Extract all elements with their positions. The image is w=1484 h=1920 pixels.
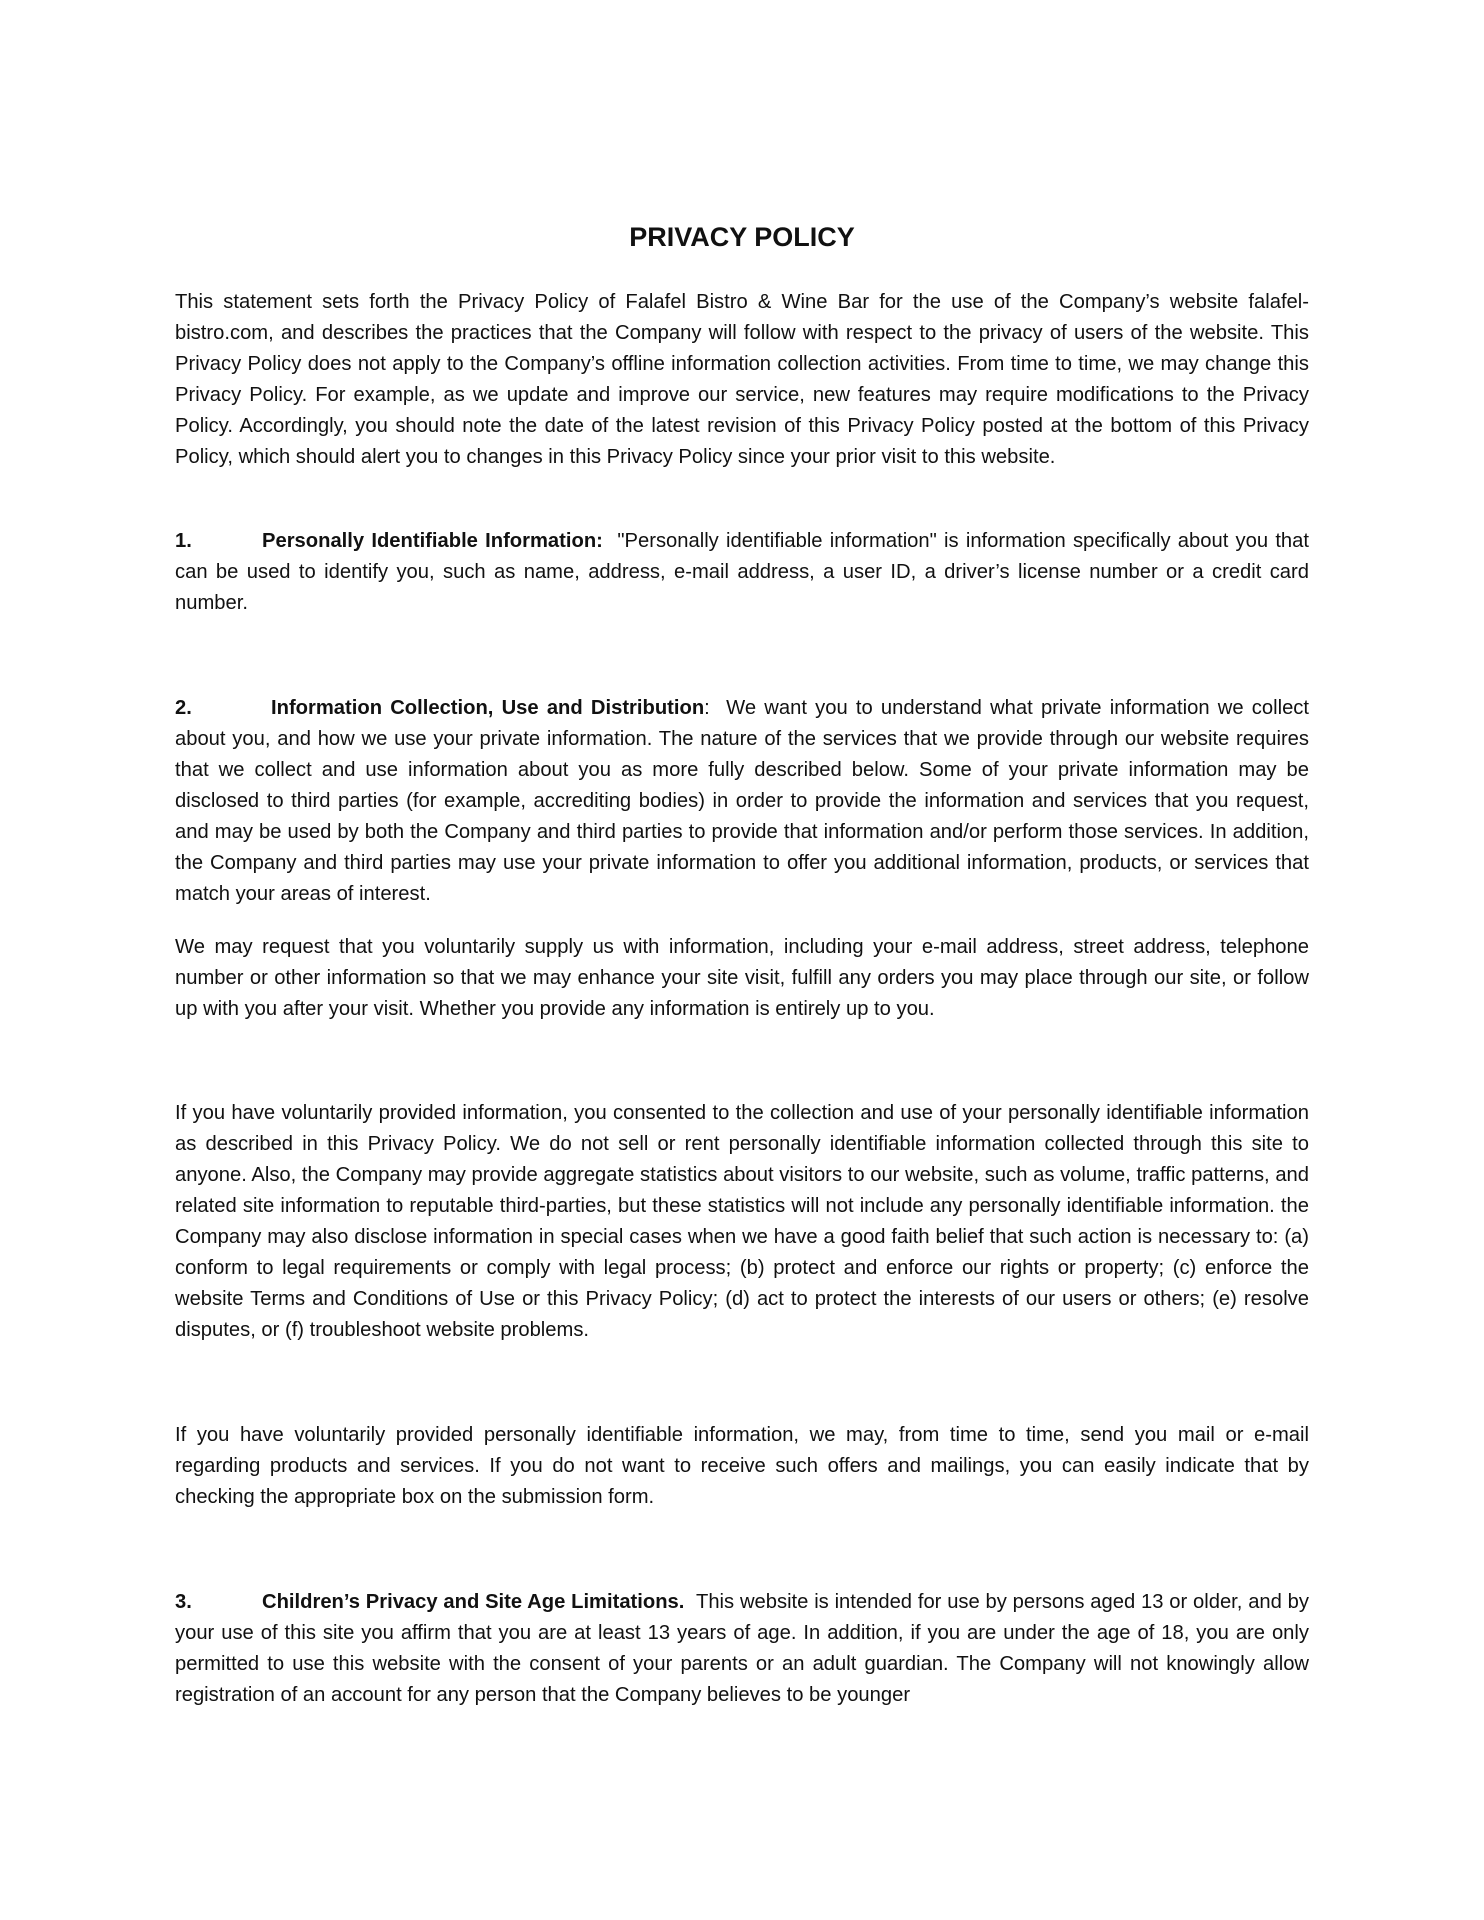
section-2-paragraph-2: We may request that you voluntarily supply us with information, including your e-mail address, street address, telephone number or other information so that we may enhance your site visit, fulfill any orders you may place through our site, or follow up with you after your visit. Whether you provide any information is entirely up to you. [175, 936, 1309, 1020]
section-2-number: 2. [175, 697, 192, 719]
section-2-paragraph-4: If you have voluntarily provided personally identifiable information, we may, from time to time, send you mail or e-mail regarding products and services. If you do not want to receive such offers and mailings, you can easily indicate that by checking the appropriate box on the submission form. [175, 1424, 1309, 1508]
section-2-paragraph [175, 693, 1309, 910]
section-1-paragraph [175, 526, 1309, 619]
section-3-text: This website is intended for use by persons aged 13 or older, and by your use of this site you affirm that you are at least 13 years of age. In addition, if you are under the age of 18, you are only permitted to use this website with the consent of your parents or an adult guardian. The Company will not knowingly allow registration of an account for any person that the Company believes to be younger [175, 1591, 1309, 1706]
section-2-heading: Information Collection, Use and Distribution [271, 697, 705, 719]
document-title: PRIVACY POLICY [629, 222, 855, 252]
section-3-number: 3. [175, 1591, 192, 1613]
section-1-text: "Personally identifiable information" is information specifically about you that can be used to identify you, such as name, address, e-mail address, a user ID, a driver’s license number or a credit card number. [175, 530, 1309, 614]
section-2-paragraph-3: If you have voluntarily provided information, you consented to the collection and use of your personally identifiable information as described in this Privacy Policy. We do not sell or rent personally identifiable information collected through this site to anyone. Also, the Company may provide aggregate statistics about visitors to our website, such as volume, traffic patterns, and related site information to reputable third-parties, but these statistics will not include any personally identifiable information. the Company may also disclose information in special cases when we have a good faith belief that such action is necessary to: (a) conform to legal requirements or comply with legal process; (b) protect and enforce our rights or property; (c) enforce the website Terms and Conditions of Use or this Privacy Policy; (d) act to protect the interests of our users or others; (e) resolve disputes, or (f) troubleshoot website problems. [175, 1102, 1309, 1341]
section-1-heading: Personally Identifiable Information: [262, 530, 603, 552]
section-3-heading: Children’s Privacy and Site Age Limitations. [262, 1591, 685, 1613]
section-1-number: 1. [175, 530, 192, 552]
intro-paragraph: This statement sets forth the Privacy Policy of Falafel Bistro & Wine Bar for the use of the Company’s website falafel-bistro.com, and describes the practices that the Company will follow with respect to the privacy of users of the website. This Privacy Policy does not apply to the Company’s offline information collection activities. From time to time, we may change this Privacy Policy. For example, as we update and improve our service, new features may require modifications to the Privacy Policy. Accordingly, you should note the date of the latest revision of this Privacy Policy posted at the bottom of this Privacy Policy, which should alert you to changes in this Privacy Policy since your prior visit to this website. [175, 291, 1309, 468]
section-2-text: We want you to understand what private information we collect about you, and how we use your private information. The nature of the services that we provide through our website requires that we collect and use information about you as more fully described below. Some of your private information may be disclosed to third parties (for example, accrediting bodies) in order to provide the information and services that you request, and may be used by both the Company and third parties to provide that information and/or perform those services. In addition, the Company and third parties may use your private information to offer you additional information, products, or services that match your areas of interest. [175, 697, 1310, 905]
section-3-paragraph [175, 1587, 1309, 1711]
section-2-heading-suffix: : [704, 697, 710, 719]
